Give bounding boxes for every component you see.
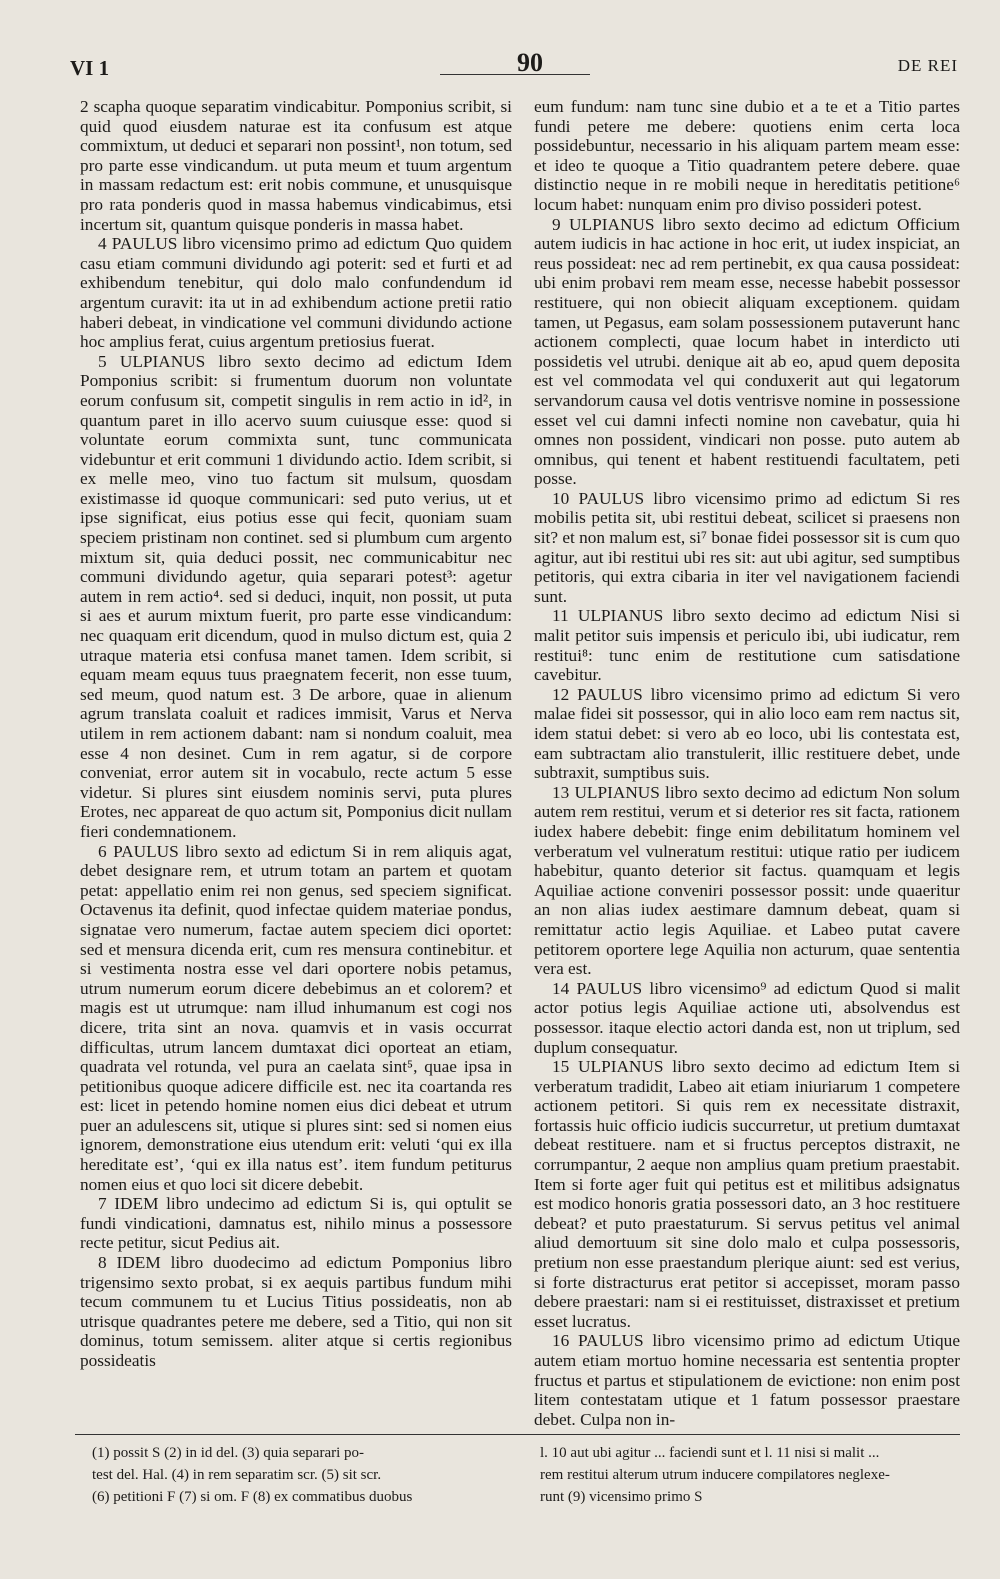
footnote-line: test del. Hal. (4) in rem separatim scr. (5) sit scr. <box>92 1467 382 1483</box>
paragraph: 4 PAULUS libro vicensimo primo ad edictum Quo quidem casu etiam communi dividundo agi poterit: sed et furti et ad exhibendum tenebitur, qui dolo malo confundendum id argentum curavit: ita ut in ad exhibendum actione pretii ratio haberi debeat, in vindicatione vel communi dividundo actione hoc amplius ferat, cuius argentum pretiosius fuerat. <box>80 234 512 352</box>
paragraph: 2 scapha quoque separatim vindicabitur. Pomponius scribit, si quid quod eiusdem naturae est ita confusum est atque commixtum, ut deduci et separari non possint¹, non totum, sed pro parte esse vindicandum. ut puta meum et tuum argentum in massam redactum est: erit nobis commune, et unusquisque pro rata ponderis quod in massa habemus vindicabimus, etsi incertum sit, quantum quisque ponderis in massa habet. <box>80 97 512 234</box>
footnote-line: l. 10 aut ubi agitur ... faciendi sunt et l. 11 nisi si malit ... <box>540 1445 880 1461</box>
paragraph: 13 ULPIANUS libro sexto decimo ad edictum Non solum autem rem restitui, verum et si deterior res sit facta, rationem iudex habere debebit: finge enim debilitatum hominem vel verberatum vel vulneratum restitui: utique ratio per iudicem habebitur, quanto deterior sit factus. quamquam et legis Aquiliae actione conveniri possessor possit: unde quaeritur an non alias iudex aestimare damnum debeat, quam si remittatur actio legis Aquiliae. et Labeo putat cavere petitorem oportere lege Aquilia non acturum, quae sententia vera est. <box>534 782 960 979</box>
page-header <box>0 48 1000 88</box>
paragraph: 6 PAULUS libro sexto ad edictum Si in rem aliquis agat, debet designare rem, et utrum totam an partem et quotam petat: appellatio enim rei non genus, sed speciem significat. Octavenus ita definit, quod infectae quidem materiae pondus, signatae vero numerum, factae autem speciem dici oportet: sed et mensura dicenda erit, cum res mensura continebitur. et si vestimenta nostra esse vel dari oportere nobis petamus, utrum numerum eorum dicere debebimus an et colorem? et magis est ut utrumque: nam illud inhumanum est cogi nos dicere, trita sint an nova. quamvis et in vasis occurrat difficultas, utrum lancem dumtaxat dici oporteat an etiam, quadrata vel rotunda, vel pura an caelata sint⁵, quae ipsa in petitionibus quoque adicere difficile est. nec ita coartanda res est: licet in petendo homine nomen eius dici debeat et utrum puer an adulescens sit, utique si plures sint: sed si nomen eius ignorem, demonstratione eius utendum erit: veluti ‘qui ex illa hereditate est’, ‘qui ex illa natus est’. item fundum petiturus nomen eius et quo loci sit dicere debebit. <box>80 841 512 1194</box>
paragraph: 10 PAULUS libro vicensimo primo ad edictum Si res mobilis petita sit, ubi restitui debeat, scilicet si praesens non sit? et non malum est, si⁷ bonae fidei possessor sit is cum quo agitur, aut ibi restitui ubi res sit: aut ubi agitur, sed sumptibus petitoris, qui extra cibaria in iter vel navigationem faciendi sunt. <box>534 488 961 606</box>
paragraph: 15 ULPIANUS libro sexto decimo ad edictum Item si verberatum tradidit, Labeo ait etiam iniuriarum 1 competere actionem petitori. Si quis rem ex necessitate distraxit, fortassis huic officio iudicis succurretur, ut pretium dumtaxat debeat restituere. nam et si fructus perceptos distraxit, ne corrumpantur, 2 aeque non amplius quam pretium praestabit. Item si forte ager fuit qui petitus est et militibus adsignatus est modico honoris gratia possessori dato, an 3 hoc restituere debeat? et puto praestaturum. Si servus petitus vel animal aliud demortuum sit sine dolo malo et culpa possessoris, pretium non esse praestandum plerique aiunt: sed est verius, si forte distracturus erat petitor si accepisset, moram passo debere praestari: nam si ei restituisset, distraxisset et pretium esset lucratus. <box>534 1057 960 1331</box>
page-number: 90 <box>517 48 543 77</box>
footnote-line: (6) petitioni F (7) si om. F (8) ex commatibus duobus <box>92 1489 413 1505</box>
footnote-line: runt (9) vicensimo primo S <box>540 1489 703 1505</box>
right-column <box>534 97 960 1429</box>
paragraph: 7 IDEM libro undecimo ad edictum Si is, qui optulit se fundi vindicationi, damnatus est, nihilo minus a possessore recte petitur, sicut Pedius ait. <box>80 1194 512 1253</box>
paragraph: 8 IDEM libro duodecimo ad edictum Pomponius libro trigensimo sexto probat, si ex aequis partibus fundum mihi tecum communem tu et Lucius Titius possideatis, non ab utrisque quadrantes petere me debere, sed a Titio, qui non sit dominus, totum semissem. aliter atque si certis regionibus possideatis <box>80 1253 512 1370</box>
paragraph: 14 PAULUS libro vicensimo⁹ ad edictum Quod si malit actor potius legis Aquiliae actione uti, absolvendus est possessor. itaque electio actori danda est, non ut triplum, sed duplum consequatur. <box>534 978 960 1057</box>
left-column <box>80 97 512 1371</box>
footnotes-right <box>540 1442 960 1508</box>
footnote-line: rem restitui alterum utrum inducere compilatores neglexe- <box>540 1467 890 1483</box>
footnotes-left <box>92 1442 522 1508</box>
paragraph: 9 ULPIANUS libro sexto decimo ad edictum Officium autem iudicis in hac actione in hoc erit, ut iudex inspiciat, an reus possideat: nec ad rem pertinebit, ex qua causa possideat: ubi enim probavi rem meam esse, necesse habebit possessor restituere, qui non obiecit aliquam exceptionem. quidam tamen, ut Pegasus, eam solam possessionem putaverunt hanc actionem complecti, quae locum habet in interdicto uti possidetis vel utrubi. denique ait ab eo, apud quem deposita est vel commodata vel qui conduxerit aut qui legatorum servandorum causa vel dotis ventrisve nomine in possessione esset vel cui damni infecti nomine non cavebatur, quia hi omnes non possident, vindicari non posse. puto autem ab omnibus, qui tenent et habent restituendi facultatem, peti posse. <box>534 214 960 489</box>
paragraph: 11 ULPIANUS libro sexto decimo ad edictum Nisi si malit petitor suis impensis et periculo ibi, ubi iudicatur, rem restitui⁸: tunc enim de restitutione cum satisdatione cavebitur. <box>534 606 960 685</box>
footnote-rule <box>75 1434 960 1435</box>
running-head: DE REI <box>897 56 958 75</box>
paragraph: 16 PAULUS libro vicensimo primo ad edictum Utique autem etiam mortuo homine necessaria est sententia propter fructus et partus et stipulationem de evictione: non enim post litem contestatam utique et 1 fatum possessor praestare debet. Culpa non in- <box>534 1331 960 1429</box>
paragraph: eum fundum: nam tunc sine dubio et a te et a Titio partes fundi petere me debere: quotiens enim certa loca possidebuntur, necessario in his aliquam partem meam esse: et ideo te quoque a Titio quadrantem petere debere. quae distinctio neque in re mobili neque in hereditatis petitione⁶ locum habet: nunquam enim pro diviso possideri potest. <box>534 97 960 214</box>
paragraph: 5 ULPIANUS libro sexto decimo ad edictum Idem Pomponius scribit: si frumentum duorum non voluntate eorum confusum sit, competit singulis in rem actio in id², in quantum paret in illo acervo suum cuiusque esse: quod si voluntate eorum commixta sunt, tunc communicata videbuntur et erit communi 1 dividundo actio. Idem scribit, si ex melle meo, vino tuo factum sit mulsum, quosdam existimasse id quoque communicari: sed puto verius, ut et ipse significat, eius potius esse qui fecit, quoniam suam speciem pristinam non continet. sed si plumbum cum argento mixtum sit, quia deduci possit, nec communicabitur nec communi dividundo agetur, quia separari potest³: agetur autem in rem actio⁴. sed si deduci, inquit, non possit, ut puta si aes et aurum mixtum fuerit, pro parte esse vindicandum: nec quaquam erit dicendum, quod in mulso dictum est, quia 2 utraque materia etsi confusa manet tamen. Idem scribit, si equam meam equus tuus praegnatem fecerit, non esse tuum, sed meum, quod natum est. 3 De arbore, quae in alienum agrum translata coaluit et radices immisit, Varus et Nerva utilem in rem actionem dabant: nam si nondum coaluit, mea esse 4 non desinet. Cum in rem agatur, si de corpore conveniat, error autem sit in vocabulo, recte actum 5 esse videtur. Si plures sint eiusdem nominis servi, puta plures Erotes, nec appareat de quo actum sit, Pomponius dicit nullam fieri condemnationem. <box>80 351 512 841</box>
paragraph: 12 PAULUS libro vicensimo primo ad edictum Si vero malae fidei sit possessor, qui in alio loco eam rem nactus sit, idem statui debet: si vero ab eo loco, ubi lis contestata est, eam subtractam alio transtulerit, illic restituere debet, unde subtraxit, sumptibus suis. <box>534 684 960 783</box>
header-rule <box>440 74 590 75</box>
book-title-reference: VI 1 <box>70 56 110 80</box>
footnote-line: (1) possit S (2) in id del. (3) quia separari po- <box>92 1445 365 1461</box>
